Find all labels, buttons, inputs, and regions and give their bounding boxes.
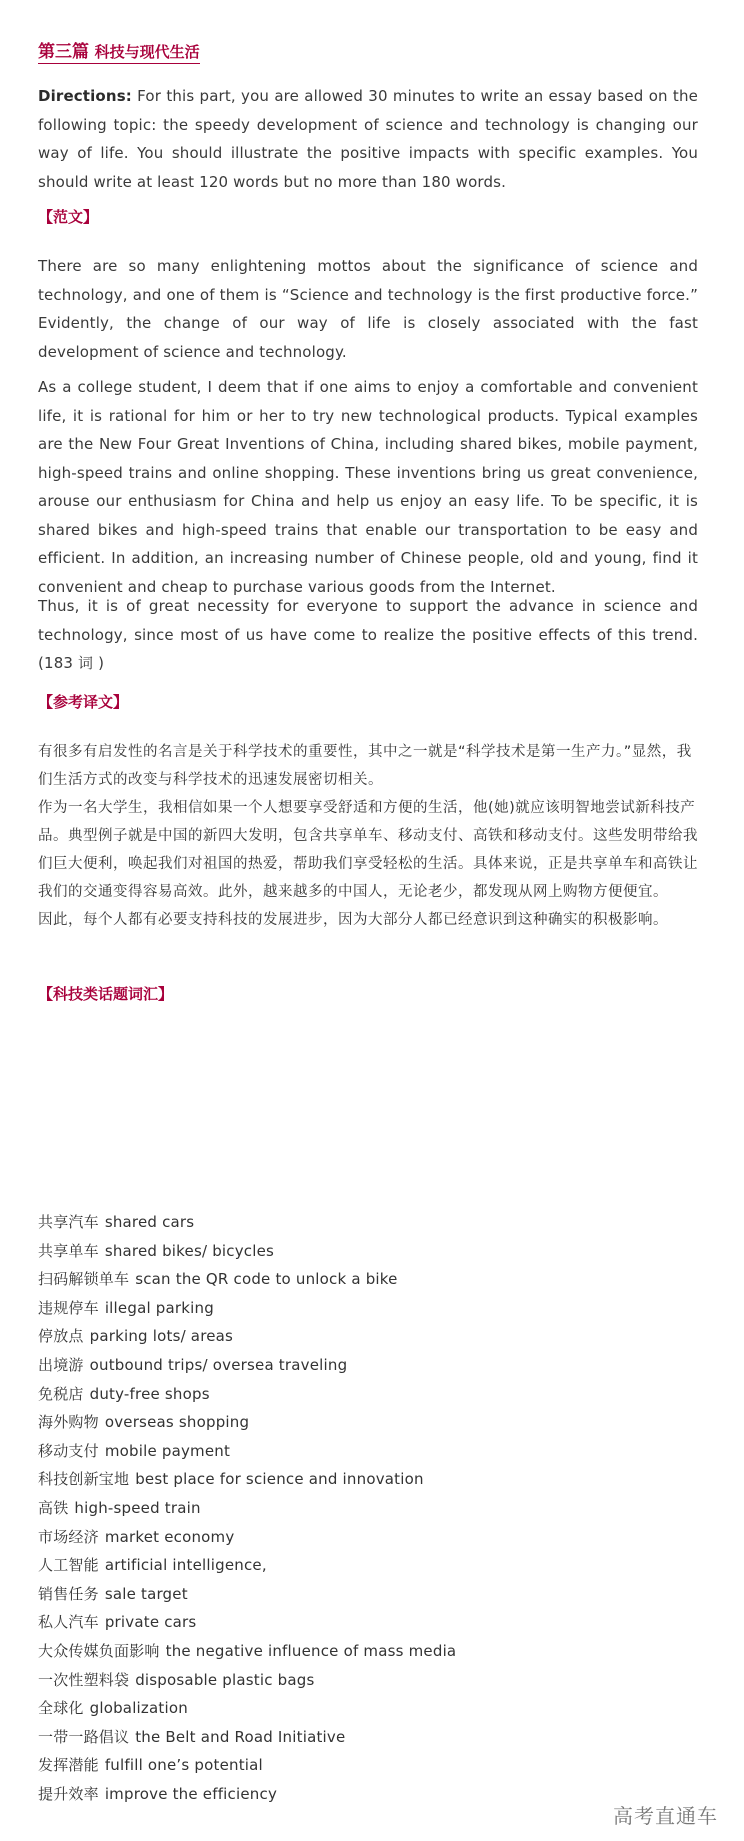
vocab-en: globalization <box>89 1699 188 1718</box>
vocab-en: the negative influence of mass media <box>165 1641 457 1660</box>
vocab-item <box>38 1208 698 1237</box>
translation-block <box>38 738 698 934</box>
vocab-zh: 共享汽车 <box>38 1213 99 1231</box>
vocab-en: shared cars <box>104 1213 195 1231</box>
vocab-zh: 市场经济 <box>38 1527 99 1546</box>
vocab-item <box>38 1494 698 1523</box>
vocab-zh: 海外购物 <box>38 1413 99 1432</box>
vocab-zh: 共享单车 <box>38 1241 99 1260</box>
vocab-zh: 免税店 <box>38 1384 84 1403</box>
directions-label: Directions: <box>38 87 132 105</box>
vocab-item <box>38 1608 698 1637</box>
directions-paragraph <box>38 82 698 196</box>
directions-text: For this part, you are allowed 30 minutes to write an essay based on the following topic: the speedy development of science and technology is changing our way of life. You should illustrate the positive impacts with specific examples. You should write at least 120 words but no more than 180 words. <box>38 87 698 191</box>
vocab-en: high-speed train <box>74 1498 201 1517</box>
essay-paragraph-1: There are so many enlightening mottos about the significance of science and technology, and one of them is “Science and technology is the first productive force.” Evidently, the change of our way of life is closely associated with the fast development of science and technology. <box>38 257 698 361</box>
vocab-item <box>38 1322 698 1351</box>
vocab-zh: 违规停车 <box>38 1298 99 1317</box>
vocab-en: shared bikes/ bicycles <box>104 1241 275 1260</box>
vocab-en: outbound trips/ oversea traveling <box>89 1355 348 1374</box>
section-title <box>38 42 200 64</box>
vocab-item <box>38 1780 698 1809</box>
vocab-en: fulfill one’s potential <box>104 1756 263 1775</box>
vocab-item <box>38 1694 698 1723</box>
vocab-item <box>38 1408 698 1437</box>
vocab-zh: 发挥潜能 <box>38 1756 99 1775</box>
watermark: 高考直通车 <box>613 1804 718 1828</box>
translation-paragraph-1: 有很多有启发性的名言是关于科学技术的重要性，其中之一就是“科学技术是第一生产力。”显然，我们生活方式的改变与科学技术的迅速发展密切相关。 <box>38 744 692 788</box>
vocab-item <box>38 1666 698 1695</box>
vocab-zh: 出境游 <box>38 1355 84 1374</box>
vocab-item <box>38 1723 698 1752</box>
vocab-item <box>38 1437 698 1466</box>
vocab-en: market economy <box>104 1527 235 1546</box>
vocab-zh: 高铁 <box>38 1498 69 1517</box>
vocab-en: mobile payment <box>104 1441 231 1460</box>
vocab-item <box>38 1351 698 1380</box>
vocab-en: sale target <box>104 1584 188 1603</box>
vocab-list <box>38 1208 698 1808</box>
section-part: 第三篇 <box>38 42 89 62</box>
model-essay-heading: 【范文】 <box>38 208 99 226</box>
vocab-en: duty-free shops <box>89 1384 210 1403</box>
vocab-zh: 移动支付 <box>38 1441 99 1460</box>
translation-paragraph-3: 因此，每个人都有必要支持科技的发展进步，因为大部分人都已经意识到这种确实的积极影响。 <box>38 912 668 928</box>
vocab-en: best place for science and innovation <box>135 1470 424 1489</box>
vocab-en: private cars <box>104 1613 197 1632</box>
vocab-item <box>38 1294 698 1323</box>
vocab-item <box>38 1580 698 1609</box>
vocab-en: the Belt and Road Initiative <box>135 1727 346 1746</box>
vocab-item <box>38 1380 698 1409</box>
vocab-zh: 提升效率 <box>38 1784 99 1803</box>
vocab-item <box>38 1265 698 1294</box>
vocab-item <box>38 1751 698 1780</box>
essay-paragraph-3: Thus, it is of great necessity for everyone to support the advance in science and technology, since most of us have come to realize the positive effects of this trend. (183 词 ) <box>38 597 698 672</box>
translation-paragraph-2: 作为一名大学生，我相信如果一个人想要享受舒适和方便的生活，他(她)就应该明智地尝试新科技产品。典型例子就是中国的新四大发明，包含共享单车、移动支付、高铁和移动支付。这些发明带给我们巨大便利，唤起我们对祖国的热爱，帮助我们享受轻松的生活。具体来说，正是共享单车和高铁让我们的交通变得容易高效。此外，越来越多的中国人，无论老少，都发现从网上购物方便便宜。 <box>38 800 698 900</box>
vocab-en: illegal parking <box>104 1298 214 1317</box>
vocab-heading: 【科技类话题词汇】 <box>38 985 174 1003</box>
vocab-zh: 私人汽车 <box>38 1613 99 1632</box>
vocab-en: disposable plastic bags <box>135 1670 315 1689</box>
essay-paragraph-2: As a college student, I deem that if one aims to enjoy a comfortable and convenient life, it is rational for him or her to try new technological products. Typical examples are the New Four Great Inventions of China, including shared bikes, mobile payment, high-speed trains and online shopping. These inventions bring us great convenience, arouse our enthusiasm for China and help us enjoy an easy life. To be specific, it is shared bikes and high-speed trains that enable our transportation to be easy and efficient. In addition, an increasing number of Chinese people, old and young, find it convenient and cheap to purchase various goods from the Internet. <box>38 378 698 596</box>
translation-heading: 【参考译文】 <box>38 693 129 711</box>
vocab-zh: 人工智能 <box>38 1556 99 1575</box>
vocab-item <box>38 1551 698 1580</box>
vocab-en: scan the QR code to unlock a bike <box>135 1270 398 1289</box>
vocab-item <box>38 1237 698 1266</box>
vocab-zh: 扫码解锁单车 <box>38 1270 130 1289</box>
vocab-zh: 科技创新宝地 <box>38 1470 130 1489</box>
vocab-zh: 停放点 <box>38 1327 84 1346</box>
vocab-en: parking lots/ areas <box>89 1327 234 1346</box>
vocab-en: improve the efficiency <box>104 1784 278 1803</box>
section-topic: 科技与现代生活 <box>94 43 200 61</box>
vocab-zh: 全球化 <box>38 1699 84 1718</box>
vocab-en: artificial intelligence, <box>104 1556 267 1575</box>
vocab-zh: 销售任务 <box>38 1584 99 1603</box>
vocab-zh: 大众传媒负面影响 <box>38 1641 160 1660</box>
vocab-zh: 一次性塑料袋 <box>38 1670 130 1689</box>
vocab-en: overseas shopping <box>104 1413 250 1432</box>
vocab-item <box>38 1523 698 1552</box>
vocab-zh: 一带一路倡议 <box>38 1727 130 1746</box>
vocab-item <box>38 1465 698 1494</box>
vocab-item <box>38 1637 698 1666</box>
